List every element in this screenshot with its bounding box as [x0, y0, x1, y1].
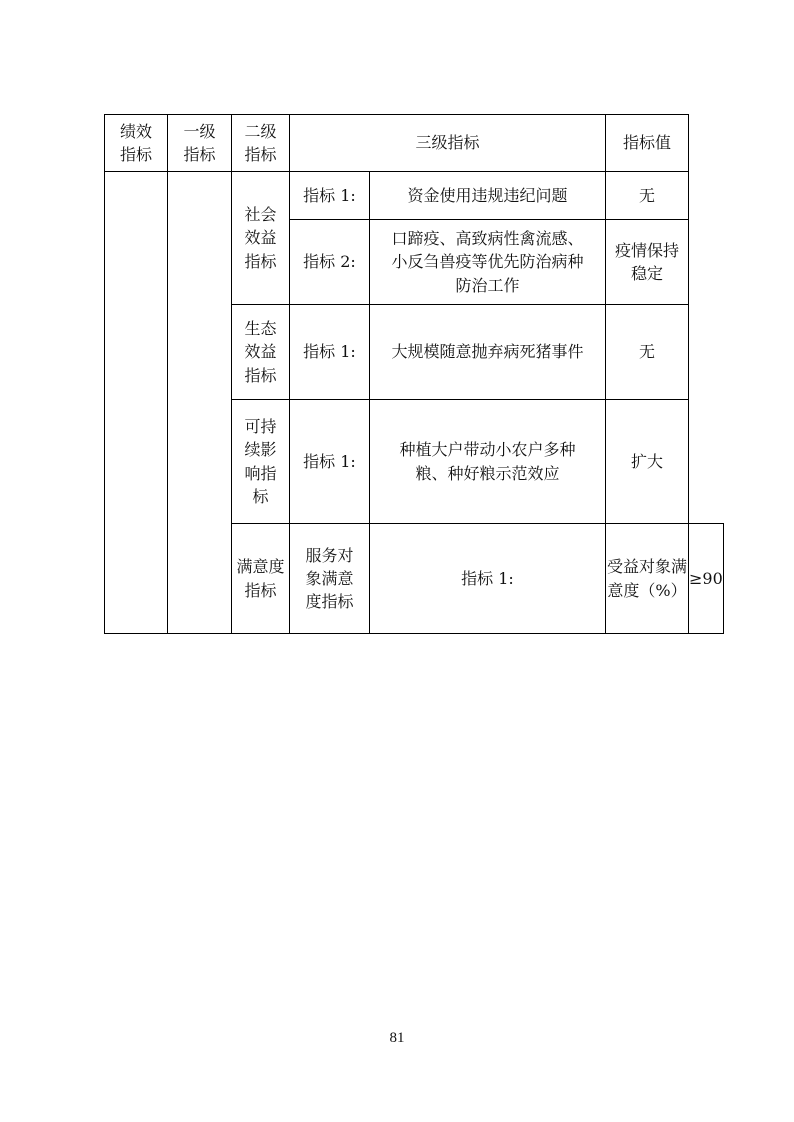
- indicator-description: 大规模随意抛弃病死猪事件: [370, 305, 606, 400]
- indicator-description: 口蹄疫、高致病性禽流感、 小反刍兽疫等优先防治病种 防治工作: [370, 220, 606, 305]
- header-performance-indicator: 绩效 指标: [105, 115, 168, 172]
- level1-satisfaction: 满意度 指标: [232, 524, 290, 634]
- indicator-value: 无: [606, 305, 689, 400]
- level2-sustainable-impact: 可持 续影 响指 标: [232, 400, 290, 524]
- level1-indicator-cell: [168, 172, 232, 634]
- indicator-label: 指标 2:: [290, 220, 370, 305]
- performance-indicator-cell: [105, 172, 168, 634]
- header-level2-indicator: 二级 指标: [232, 115, 290, 172]
- indicator-label: 指标 1:: [290, 400, 370, 524]
- header-indicator-value: 指标值: [606, 115, 689, 172]
- level2-social-benefit: 社会 效益 指标: [232, 172, 290, 305]
- indicator-label: 指标 1:: [290, 305, 370, 400]
- header-level1-indicator: 一级 指标: [168, 115, 232, 172]
- indicator-value: 疫情保持 稳定: [606, 220, 689, 305]
- level2-service-satisfaction: 服务对 象满意 度指标: [290, 524, 370, 634]
- table-row: [105, 172, 724, 220]
- page-number: 81: [389, 1030, 405, 1046]
- indicator-description: 受益对象满意度（%）: [606, 524, 689, 634]
- indicator-value: 扩大: [606, 400, 689, 524]
- header-row: [105, 115, 724, 172]
- indicator-value: 无: [606, 172, 689, 220]
- indicator-value: ≥90: [689, 524, 724, 634]
- performance-indicator-table: [104, 114, 724, 634]
- header-level3-indicator: 三级指标: [290, 115, 606, 172]
- level2-ecological-benefit: 生态 效益 指标: [232, 305, 290, 400]
- indicator-description: 种植大户带动小农户多种 粮、种好粮示范效应: [370, 400, 606, 524]
- indicator-description: 资金使用违规违纪问题: [370, 172, 606, 220]
- indicator-label: 指标 1:: [370, 524, 606, 634]
- indicator-label: 指标 1:: [290, 172, 370, 220]
